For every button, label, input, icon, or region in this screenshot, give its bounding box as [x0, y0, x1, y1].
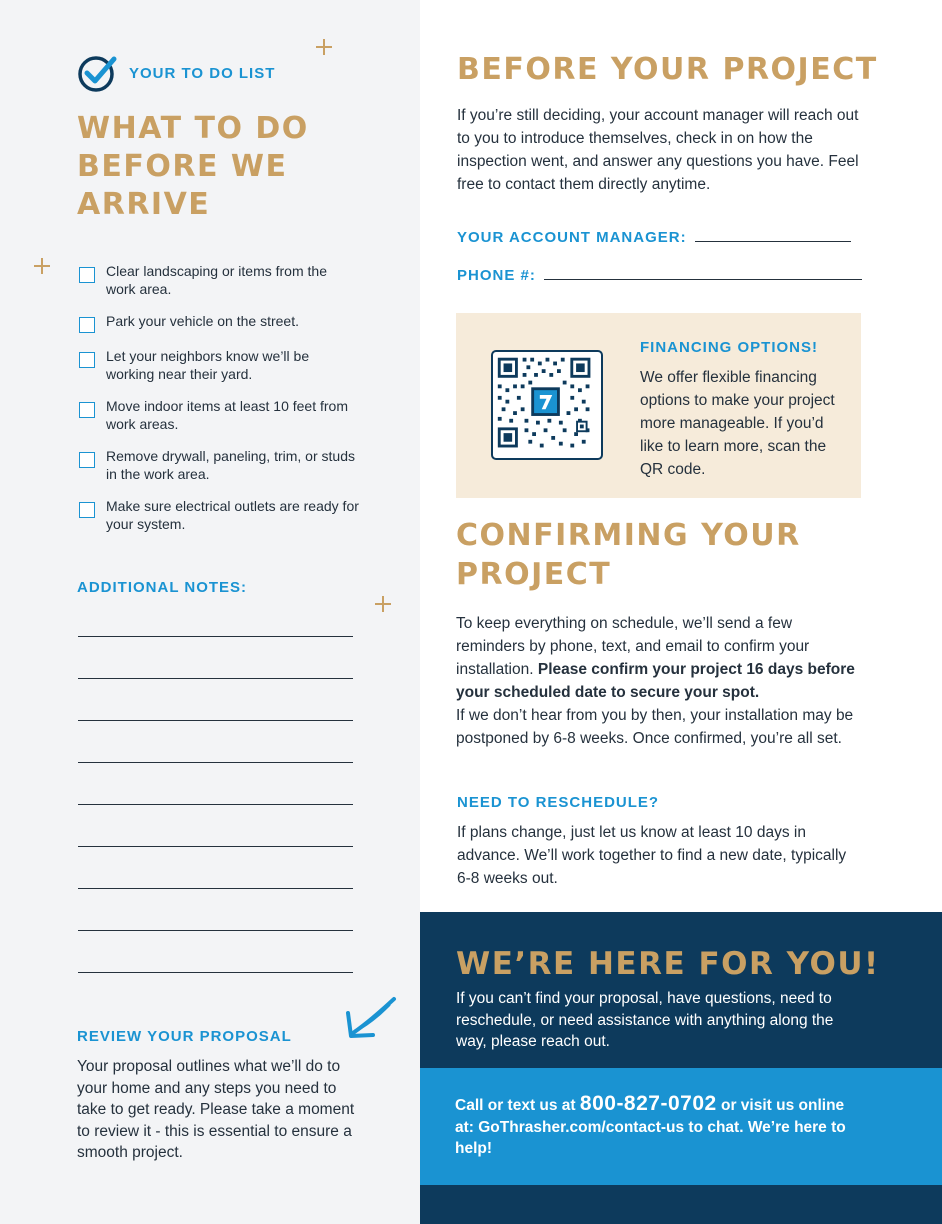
plus-decoration: [34, 258, 50, 274]
qr-code[interactable]: [491, 350, 603, 460]
checklist-item: [79, 497, 359, 533]
plus-decoration: [375, 596, 391, 612]
plus-decoration: [316, 39, 332, 55]
checkmark-circle-icon: [77, 53, 117, 93]
call-band: [420, 1068, 942, 1185]
before-project-title: BEFORE YOUR PROJECT: [457, 52, 878, 87]
call-suffix: or visit us online at: GoThrasher.com/contact-us to chat. We’re here to help!: [455, 1097, 846, 1157]
todo-header: [77, 53, 275, 93]
arrow-down-left-icon: [343, 995, 399, 1041]
confirm-text-bold: Please confirm your project 16 days before your scheduled date to secure your spot.: [456, 661, 855, 701]
notes-line[interactable]: [78, 678, 353, 679]
checklist-item-label: Clear landscaping or items from the work area.: [106, 263, 327, 297]
todo-header-label: YOUR TO DO LIST: [129, 64, 276, 82]
checkbox[interactable]: [79, 267, 95, 283]
checklist-item-label: Park your vehicle on the street.: [106, 313, 299, 329]
checklist-item-label: Move indoor items at least 10 feet from work areas.: [106, 398, 348, 432]
review-proposal-text: Your proposal outlines what we’ll do to your home and any steps you need to take to get ready. Please take a moment to review it - this is essential to ensure a smooth project.: [77, 1058, 355, 1161]
phone-input-line[interactable]: [544, 279, 862, 280]
notes-line[interactable]: [78, 762, 353, 763]
left-title: WHAT TO DO BEFORE WE ARRIVE: [77, 111, 309, 222]
account-manager-input-line[interactable]: [695, 241, 851, 242]
phone-label: PHONE #:: [457, 267, 536, 284]
financing-text: We offer flexible financing options to make your project more manageable. If you’d like to learn more, scan the QR code.: [640, 369, 835, 478]
review-proposal-label: REVIEW YOUR PROPOSAL: [77, 1028, 292, 1045]
checklist-item-label: Make sure electrical outlets are ready for your system.: [106, 498, 359, 532]
confirming-project-title: CONFIRMING YOUR PROJECT: [456, 518, 801, 592]
additional-notes-label: ADDITIONAL NOTES:: [77, 579, 248, 596]
notes-line[interactable]: [78, 846, 353, 847]
phone-number-link[interactable]: 800-827-0702: [579, 1092, 717, 1115]
financing-label: FINANCING OPTIONS!: [640, 339, 818, 356]
notes-line[interactable]: [78, 804, 353, 805]
notes-line[interactable]: [78, 636, 353, 637]
checkbox[interactable]: [79, 317, 95, 333]
confirm-text-part: If we don’t hear from you by then, your installation may be postponed by 6-8 weeks. Once confirmed, you’re all set.: [456, 707, 854, 747]
phone-field: [457, 267, 862, 284]
help-text: If you can’t find your proposal, have questions, need to reschedule, or need assistance with anything along the way, please reach out.: [456, 990, 834, 1050]
checklist-item-label: Remove drywall, paneling, trim, or studs in the work area.: [106, 448, 355, 482]
checklist-item: [79, 447, 359, 483]
checkbox[interactable]: [79, 452, 95, 468]
help-band: [420, 912, 942, 1068]
notes-line[interactable]: [78, 972, 353, 973]
checklist: [79, 262, 359, 533]
checklist-item: [79, 347, 359, 383]
bottom-band: [420, 1185, 942, 1224]
account-manager-field: [457, 229, 851, 246]
financing-box: [456, 313, 861, 498]
notes-line[interactable]: [78, 720, 353, 721]
confirming-project-text: [456, 612, 861, 750]
notes-line[interactable]: [78, 930, 353, 931]
notes-line[interactable]: [78, 888, 353, 889]
confirm-text-part: To keep everything on schedule, we’ll send a few reminders by phone, text, and email to confirm your installation.: [456, 615, 810, 678]
qr-code-icon: [493, 352, 600, 457]
checklist-item: [79, 262, 359, 298]
reschedule-label: NEED TO RESCHEDULE?: [457, 794, 660, 811]
call-prefix: Call or text us at: [455, 1097, 580, 1114]
account-manager-label: YOUR ACCOUNT MANAGER:: [457, 229, 687, 246]
call-text: [455, 1093, 865, 1160]
checklist-item: [79, 312, 359, 333]
checklist-item-label: Let your neighbors know we’ll be working near their yard.: [106, 348, 310, 382]
checkbox[interactable]: [79, 402, 95, 418]
checkbox[interactable]: [79, 502, 95, 518]
before-project-intro: If you’re still deciding, your account manager will reach out to you to introduce themselves, check in on how the inspection went, and answer any questions you have. Feel free to contact them directly anytime.: [457, 107, 859, 193]
checkbox[interactable]: [79, 352, 95, 368]
help-title: WE’RE HERE FOR YOU!: [456, 946, 880, 982]
reschedule-text: If plans change, just let us know at least 10 days in advance. We’ll work together to find a new date, typically 6-8 weeks out.: [457, 824, 847, 887]
checklist-item: [79, 397, 359, 433]
